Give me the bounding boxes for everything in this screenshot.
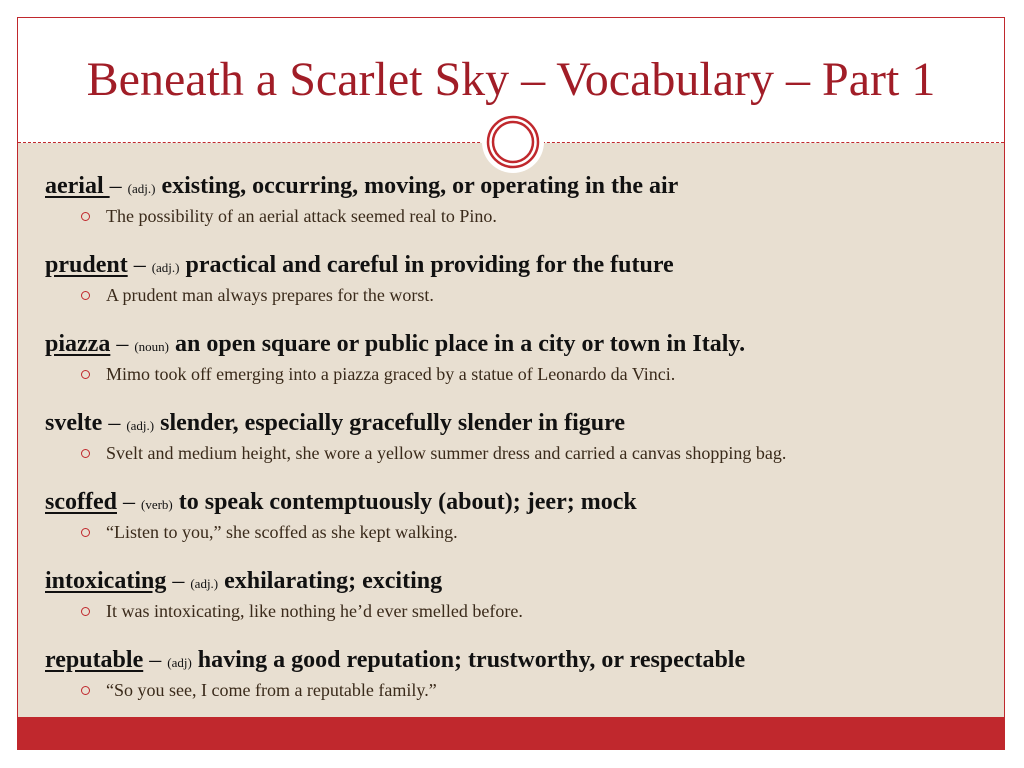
part-of-speech: (adj.): [190, 576, 219, 591]
definition: to speak contemptuously (about); jeer; mock: [172, 489, 637, 515]
term-line: [45, 408, 985, 441]
term-line: [45, 329, 985, 362]
term-dash: –: [127, 252, 152, 278]
term-line: [45, 487, 985, 520]
vocab-term: aerial: [45, 173, 110, 199]
example-text: Mimo took off emerging into a piazza graced by a statue of Leonardo da Vinci.: [106, 364, 676, 384]
term-dash: –: [116, 489, 141, 515]
example-sentence: [45, 362, 985, 386]
example-text: It was intoxicating, like nothing he’d ever smelled before.: [106, 601, 523, 621]
bullet-circle-icon: [81, 370, 90, 379]
definition: having a good reputation; trustworthy, or respectable: [191, 647, 746, 673]
term-line: [45, 645, 985, 678]
bullet-circle-icon: [81, 686, 90, 695]
example-sentence: [45, 599, 985, 623]
part-of-speech: (adj.): [126, 418, 155, 433]
term-dash: –: [143, 647, 168, 673]
slide-title: Beneath a Scarlet Sky – Vocabulary – Part 1: [86, 53, 936, 106]
part-of-speech: (adj): [167, 655, 192, 670]
vocab-entry-prudent: [45, 250, 985, 307]
term-dash: –: [110, 331, 135, 357]
example-text: “Listen to you,” she scoffed as she kept walking.: [106, 522, 458, 542]
part-of-speech: (adj.): [127, 181, 156, 196]
vocab-term: scoffed: [45, 489, 117, 515]
vocab-entry-intoxicating: [45, 566, 985, 623]
term-line: [45, 171, 985, 204]
definition: exhilarating; exciting: [218, 568, 443, 594]
vocabulary-list: [45, 171, 985, 724]
circle-emblem-icon: [481, 110, 545, 174]
bullet-circle-icon: [81, 607, 90, 616]
term-line: [45, 566, 985, 599]
definition: practical and careful in providing for the future: [179, 252, 674, 278]
vocab-term: prudent: [45, 252, 128, 278]
vocab-term: piazza: [45, 331, 111, 357]
definition: slender, especially gracefully slender in figure: [154, 410, 625, 436]
bullet-circle-icon: [81, 291, 90, 300]
vocab-entry-aerial: [45, 171, 985, 228]
slide: [17, 17, 1005, 750]
example-text: A prudent man always prepares for the worst.: [106, 285, 434, 305]
part-of-speech: (verb): [140, 497, 173, 512]
example-sentence: [45, 441, 985, 465]
example-text: Svelt and medium height, she wore a yellow summer dress and carried a canvas shopping bag.: [106, 443, 787, 463]
vocab-term: intoxicating: [45, 568, 167, 594]
example-text: The possibility of an aerial attack seemed real to Pino.: [106, 206, 497, 226]
term-line: [45, 250, 985, 283]
vocab-entry-svelte: [45, 408, 985, 465]
example-text: “So you see, I come from a reputable family.”: [106, 680, 437, 700]
example-sentence: [45, 520, 985, 544]
example-sentence: [45, 283, 985, 307]
definition: an open square or public place in a city or town in Italy.: [169, 331, 746, 357]
vocab-term: svelte: [45, 410, 103, 436]
part-of-speech: (noun): [134, 339, 169, 354]
example-sentence: [45, 204, 985, 228]
term-dash: –: [109, 173, 128, 199]
part-of-speech: (adj.): [151, 260, 180, 275]
bullet-circle-icon: [81, 212, 90, 221]
bullet-circle-icon: [81, 528, 90, 537]
vocab-entry-scoffed: [45, 487, 985, 544]
term-dash: –: [102, 410, 127, 436]
bullet-circle-icon: [81, 449, 90, 458]
definition: existing, occurring, moving, or operating in the air: [155, 173, 679, 199]
term-dash: –: [166, 568, 191, 594]
vocab-entry-piazza: [45, 329, 985, 386]
vocab-term: reputable: [45, 647, 144, 673]
vocab-entry-reputable: [45, 645, 985, 702]
example-sentence: [45, 678, 985, 702]
